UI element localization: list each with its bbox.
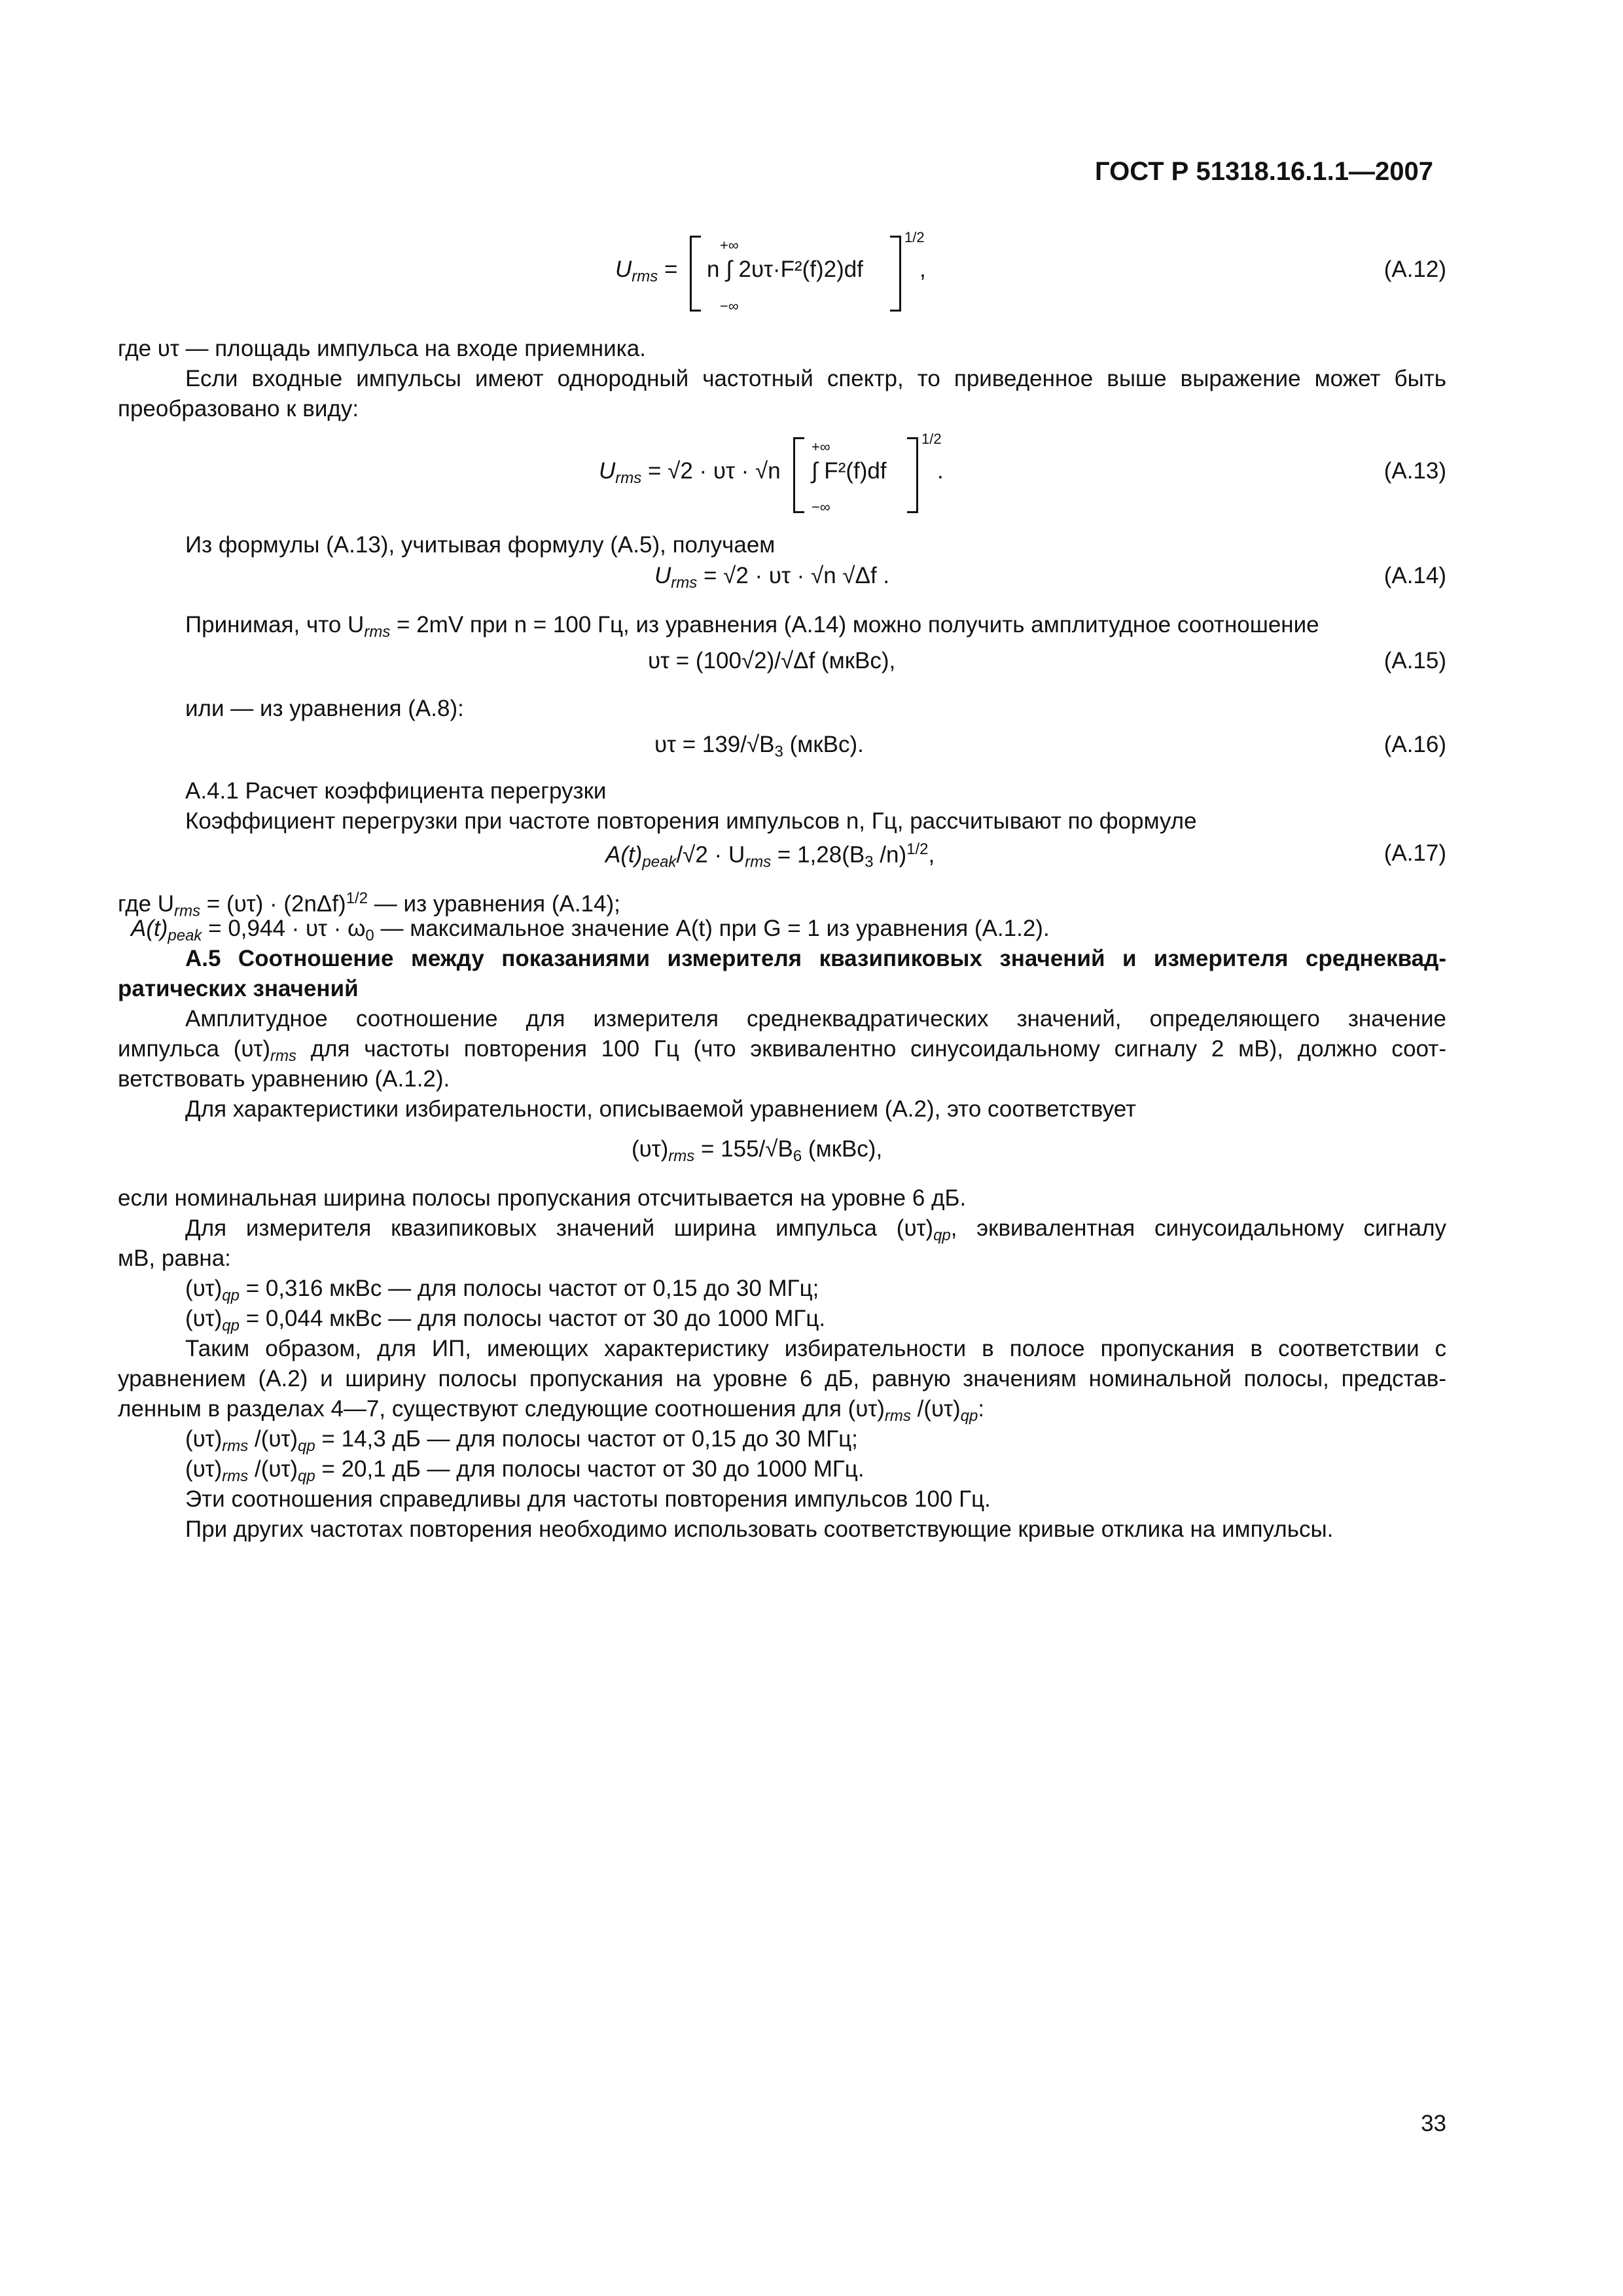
text-line: преобразовано к виду: xyxy=(118,396,359,422)
text-line: ленным в разделах 4—7, существуют следующие соотношения для $(\upsilon\tau)_{rms}$ $/(\upsilon\tau)_{qp}$: xyxy=(118,1396,985,1425)
text-line: Принимая, что $U_{rms} = 2mV$ при n = 100 Гц, из уравнения (А.14) можно получить амплитудное соотношение xyxy=(185,612,1319,641)
bracket-left xyxy=(793,437,804,513)
text-line: При других частотах повторения необходимо использовать соответствующие кривые отклика на импульсы. xyxy=(185,1516,1334,1542)
text-line: Из формулы (А.13), учитывая формулу (А.5), получаем xyxy=(185,532,776,558)
text-line: ветствовать уравнению (А.1.2). xyxy=(118,1066,450,1092)
text-line: где $U_{rms} = (\upsilon\tau) \cdot (2n\Delta f)^{1/2}$ — из уравнения (А.14); xyxy=(118,889,620,920)
document-header: ГОСТ Р 51318.16.1.1—2007 xyxy=(1094,157,1433,186)
text-line: $(\upsilon\tau)_{rms}$ $/(\upsilon\tau)_{qp} = 14,3$ дБ — для полосы частот от 0,15 до 30 МГц; xyxy=(185,1426,858,1455)
text-line: $(\upsilon\tau)_{qp} = 0,044$ мкВс — для полосы частот от 30 до 1000 МГц. xyxy=(185,1306,826,1335)
equation-number: (А.15) xyxy=(1383,648,1446,673)
text-line: Для характеристики избирательности, описываемой уравнением (А.2), это соответствует xyxy=(185,1096,1137,1122)
section-heading: А.4.1 Расчет коэффициента перегрузки xyxy=(185,778,607,804)
text-line: Если входные импульсы имеют однородный частотный спектр, то приведенное выше выражение может быть xyxy=(185,366,1446,391)
text-line: где υτ — площадь импульса на входе приемника. xyxy=(118,336,646,361)
text-line: Эти соотношения справедливы для частоты повторения импульсов 100 Гц. xyxy=(185,1486,991,1512)
text-line: импульса $(\upsilon\tau)_{rms}$ для частоты повторения 100 Гц (что эквивалентно синусоидальному сигналу 2 мВ), должно соот- xyxy=(118,1036,1446,1065)
text-line: или — из уравнения (А.8): xyxy=(185,696,464,721)
equation-number: (А.14) xyxy=(1383,563,1446,588)
page-number: 33 xyxy=(1421,2111,1446,2136)
text-line: Таким образом, для ИП, имеющих характеристику избирательности в полосе пропускания в соответствии с xyxy=(185,1336,1446,1361)
document-page: ГОСТ Р 51318.16.1.1—2007 $U_{rms}$ = +∞ n ∫ 2υτ·F²(f)2)df −∞ 1/2 , (А.12) где υτ — площадь импульса на входе приемника. Если входные импульсы имеют однородный частотный спектр, то приведенное выше выражение может быть преобразовано к виду: $U_{rms} = √2 \cdot \upsilon\tau \cdot √n$ +∞ ∫ F²(f)df −∞ 1/2 . (А.13) Из формулы (А.13), учитывая формулу (А.5), получаем $U_{rms} = √2 \cdot \upsilon\tau \cdot √n$ √Δf . (А.14) Принимая, что $U_{rms} = 2mV$ при n = 100 Гц, из уравнения (А.14) можно получить амплитудное соотношение υτ = (100√2)/√Δf (мкВс), (А.15) или — из уравнения (А.8): $\upsilon\tau = 139/√B_3$ (мкВс). (А.16) А.4.1 Расчет коэффициента перегрузки Коэффициент перегрузки при частоте повторения импульсов n, Гц, рассчитывают по формуле $A(t)_{peak}/√2 \cdot U_{rms} = 1,28(B_3$ /n)$^{1/2}$, (А.17) где $U_{rms} = (\upsilon\tau) \cdot (2n\Delta f)^{1/2}$ — из уравнения (А.14); $A(t)_{peak} = 0,944 \cdot \upsilon\tau \cdot \omega_0$ — максимальное значение A(t) при G = 1 из уравнения (А.1.2). А.5 Соотношение между показаниями измерителя квазипиковых значений и измерителя среднеквад- ратических значений Амплитудное соотношение для измерителя среднеквадратических значений, определяющего значение импульса $(\upsilon\tau)_{rms}$ для частоты повторения 100 Гц (что эквивалентно синусоидальному сигналу 2 мВ), должно соот- ветствовать уравнению (А.1.2). Для характеристики избирательности, описываемой уравнением (А.2), это соответствует $(\upsilon\tau)_{rms} = 155/√B_6$ (мкВс), если номинальная ширина полосы пропускания отсчитывается на уровне 6 дБ. Для измерителя квазипиковых значений ширина импульса $(\upsilon\tau)_{qp}$, эквивалентная синусоидальному сигналу мВ, равна: $(\upsilon\tau)_{qp} = 0,316$ мкВс — для полосы частот от 0,15 до 30 МГц; $(\upsilon\tau)_{qp} = 0,044$ мкВс — для полосы частот от 30 до 1000 МГц. Таким образом, для ИП, имеющих характеристику избирательности в полосе пропускания в соответствии с уравнением (А.2) и ширину полосы пропускания на уровне 6 дБ, равную значениям номинальной полосы, представ- ленным в разделах 4—7, существуют следующие соотношения для $(\upsilon\tau)_{rms}$ $/(\upsilon\tau)_{qp}$: $(\upsilon\tau)_{rms}$ $/(\upsilon\tau)_{qp} = 14,3$ дБ — для полосы частот от 0,15 до 30 МГц; $(\upsilon\tau)_{rms}$ $/(\upsilon\tau)_{qp} = 20,1$ дБ — для полосы частот от 30 до 1000 МГц. Эти соотношения справедливы для частоты повторения импульсов 100 Гц. При других частотах повторения необходимо использовать соответствующие кривые отклика на импульсы. 33 xyxy=(0,0,1623,2296)
equation-number: (А.16) xyxy=(1383,732,1446,757)
text-line: Коэффициент перегрузки при частоте повторения импульсов n, Гц, рассчитывают по формуле xyxy=(185,808,1197,834)
section-heading: ратических значений xyxy=(118,976,359,1001)
text-line: если номинальная ширина полосы пропускания отсчитывается на уровне 6 дБ. xyxy=(118,1185,967,1211)
equation-number: (А.13) xyxy=(1383,458,1446,484)
equation-number: (А.17) xyxy=(1383,840,1446,866)
bracket-left xyxy=(690,236,701,312)
equation-number: (А.12) xyxy=(1383,257,1446,282)
text-line: Для измерителя квазипиковых значений ширина импульса $(\upsilon\tau)_{qp}$, эквивалентная синусоидальному сигналу xyxy=(185,1215,1446,1244)
text-line: уравнением (А.2) и ширину полосы пропускания на уровне 6 дБ, равную значениям номинальной полосы, представ- xyxy=(118,1366,1446,1391)
bracket-right xyxy=(907,437,918,513)
text-line: $(\upsilon\tau)_{qp} = 0,316$ мкВс — для полосы частот от 0,15 до 30 МГц; xyxy=(185,1276,819,1304)
text-line: мВ, равна: xyxy=(118,1246,231,1271)
section-heading: А.5 Соотношение между показаниями измерителя квазипиковых значений и измерителя среднеквад- xyxy=(185,946,1446,971)
text-line: $A(t)_{peak} = 0,944 \cdot \upsilon\tau \cdot \omega_0$ — максимальное значение A(t) при G = 1 из уравнения (А.1.2). xyxy=(131,916,1050,944)
text-line: $(\upsilon\tau)_{rms}$ $/(\upsilon\tau)_{qp} = 20,1$ дБ — для полосы частот от 30 до 1000 МГц. xyxy=(185,1456,865,1485)
bracket-right xyxy=(890,236,901,312)
text-line: Амплитудное соотношение для измерителя среднеквадратических значений, определяющего значение xyxy=(185,1006,1446,1031)
